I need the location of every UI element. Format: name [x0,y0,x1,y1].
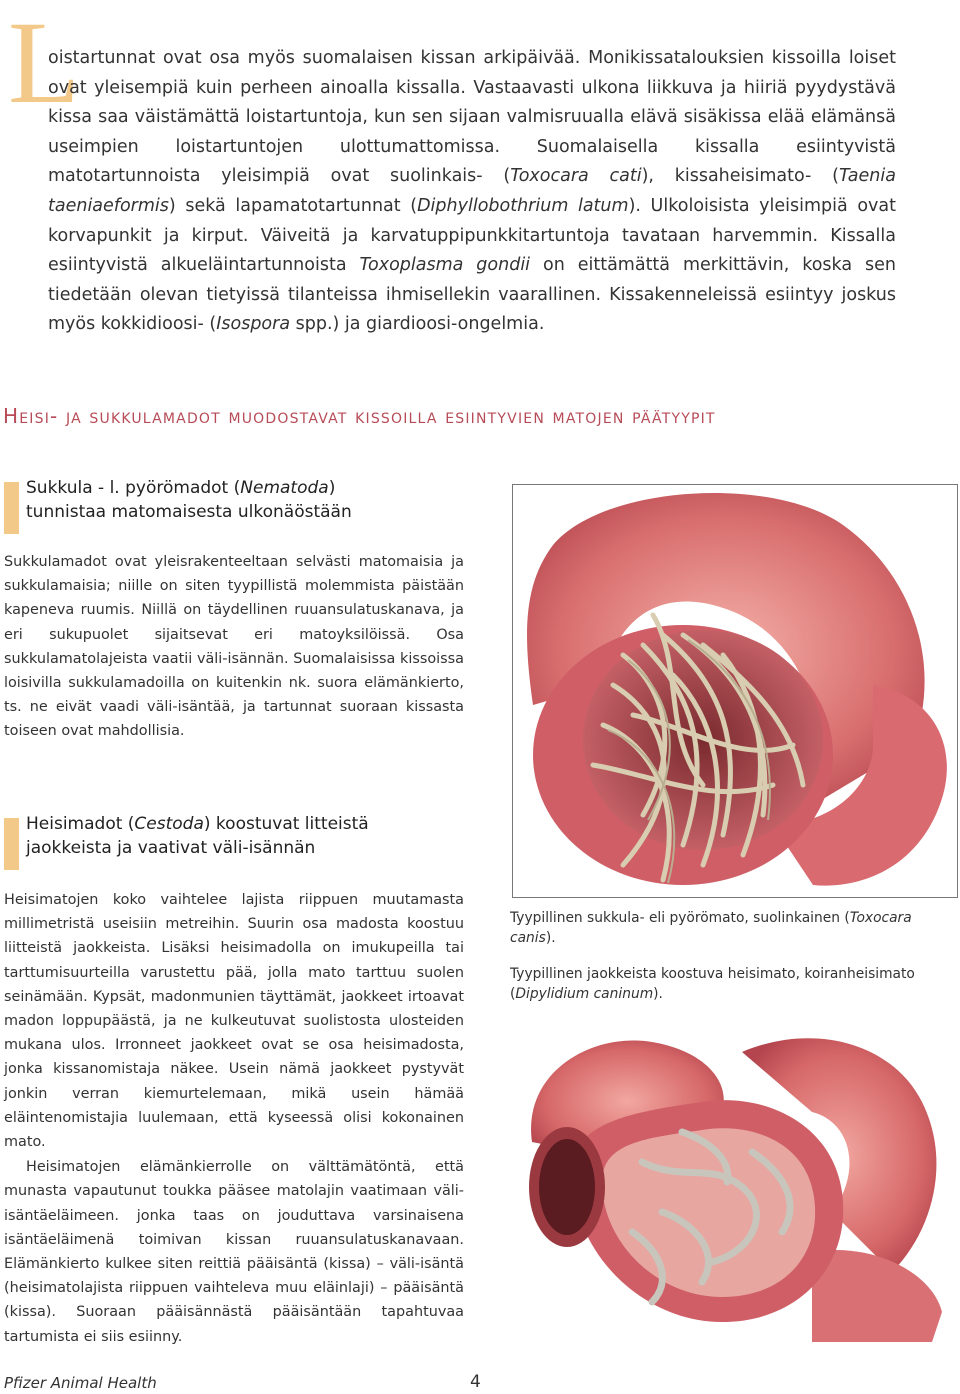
caption1-run: ). [545,930,556,946]
intro-run: oistartunnat ovat osa myös suomalaisen kissan arkipäivää. Monikissatalouksien kissoilla loiset ovat yleisempiä kuin perheen ainoalla kissalla. Vastaavasti ulkona liikkuva ja hiiriä pyydystävä kissa saa väistämättä loistartuntoja, kun sen sijaan valmisruualla elävä sisäkissa elää elämänsä useimpien loistartuntojen ulottumattomissa. Suomalaisella kissalla esiintyvistä matotartunnoista yleisimpiä ovat suolinkais- ( [48,48,896,187]
tapeworm-intestine-image [512,1012,956,1342]
nematoda-text: Sukkulamadot ovat yleisrakenteeltaan selvästi matomaisia ja sukkulamaisia; niille on siten tyypillistä molemmista päistään kapeneva ruumis. Niillä on täydellinen ruuansulatuskanava, ja eri sukupuolet sijaitsevat eri matoyksilöissä. Osa sukkulamatolajeista vaatii väli-isännän. Suomalaisissa kissoissa loisivilla sukkulamadoilla on kuitenkin nk. suora elämänkierto, ts. ne eivät vaadi väli-isäntää, ja tartunnat suoraan kissasta toiseen ovat mahdollisia. [4,554,464,740]
nematoda-paragraph [4,550,464,744]
sub1-run: tunnistaa matomaisesta ulkonäöstään [26,502,352,522]
subheading-cestoda [4,812,474,860]
intro-run: ) sekä lapamatotartunnat ( [168,195,418,216]
intro-run: spp.) ja giardioosi-ongelmia. [290,314,545,335]
roundworm-illustration [512,484,958,898]
caption2-run: Tyypillinen jaokkeista koostuva heisimato, koiranheisimato ( [510,966,915,1002]
intro-run: ). Ulkoloisista yleisimpiä ovat korvapunkit ja kirput. Väiveitä ja karvatuppipunkkitartuntoja tavataan harvemmin. Kissalla esiintyvistä alkueläintartunnoista [48,195,896,276]
caption-tapeworm [510,964,950,1004]
caption-roundworm [510,908,950,948]
intro-run: Isospora [216,314,291,335]
subheading-nematoda [4,476,474,524]
sub2-run: jaokkeista ja vaativat väli-isännän [26,838,316,858]
cestoda-paragraphs [4,888,464,1349]
cestoda-paragraph-1: Heisimatojen koko vaihtelee lajista riippuen muutamasta millimetristä useisiin metreihin. Suurin osa madosta koostuu liitteistä jaokkeista. Lisäksi heisimadolla on imukupeilla tai tarttumisuurteilla varustettu pää, jolla mato tarttuu suolen seinämään. Kypsät, madonmunien täyttämät, jaokkeet irtoavat madon loppupäästä, ja ne kulkeutuvat suolistosta ulosteiden mukana ulos. Irronneet jaokkeet ovat se osa heisimadosta, jonka kissanomistaja näkee. Usein nämä jaokkeet pystyvät jonkin verran kiemurtelemaan, mikä usein hämää eläintenomistajia luulemaan, että kyseessä olisi kokonainen mato. [4,892,464,1151]
intro-paragraph [48,44,896,340]
intro-text [48,44,896,340]
caption1-run: Tyypillinen sukkula- eli pyörömato, suolinkainen ( [510,910,850,926]
drop-cap-letter: L [8,0,81,128]
sub1-run: Sukkula - l. pyörömadot ( [26,478,241,498]
roundworm-intestine-image [513,485,957,897]
intro-run: Toxocara cati [510,166,642,187]
intro-run: ), kissaheisimato- ( [641,166,839,187]
subheading-accent-bar [4,482,19,534]
cestoda-paragraph-2: Heisimatojen elämänkierrolle on välttämätöntä, että munasta vapautunut toukka pääsee matolajin vaatimaan väli-isäntäeläimeen. jonka taas on jouduttava varsinaisena isäntäeläimenä toimivan kissan ruuansulatuskanavaan. Elämänkierto kulkee siten reittiä pääisäntä (kissa) – väli-isäntä (heisimatolajista riippuen vaihteleva muu eläinlaji) – pääisäntä (kissa). Suoraan pääisännästä pääisäntään tapahtuvaa tartumista ei siis esiinny. [4,1159,464,1345]
intro-run: Toxoplasma gondii [359,255,531,276]
page-number: 4 [470,1372,481,1392]
subheading-accent-bar [4,818,19,870]
footer-publisher: Pfizer Animal Health [4,1374,157,1392]
sub2-run: Cestoda [134,814,204,834]
section-title: Heisi- ja sukkulamadot muodostavat kissoilla esiintyvien matojen päätyypit [3,404,716,428]
subheading-cestoda-text [26,812,474,860]
subheading-nematoda-text [26,476,474,524]
caption2-run: ). [653,986,663,1002]
sub1-run: Nematoda [240,478,329,498]
caption2-run: Dipylidium caninum [515,986,654,1002]
intro-run: Taenia taeniaeformis [48,166,896,216]
intro-run: on eittämättä merkittävin, koska sen tiedetään olevan tietyissä tilanteissa ihmisellekin vaarallinen. Kissakenneleissä esiintyy joskus myös kokkidioosi- ( [48,255,897,335]
sub1-run: ) [328,478,336,498]
caption1-run: Toxocara canis [510,910,912,946]
sub2-run: Heisimadot ( [26,814,135,834]
intro-run: Diphyllobothrium latum [417,195,629,216]
tapeworm-illustration [512,1012,956,1342]
sub2-run: ) koostuvat litteistä [203,814,369,834]
